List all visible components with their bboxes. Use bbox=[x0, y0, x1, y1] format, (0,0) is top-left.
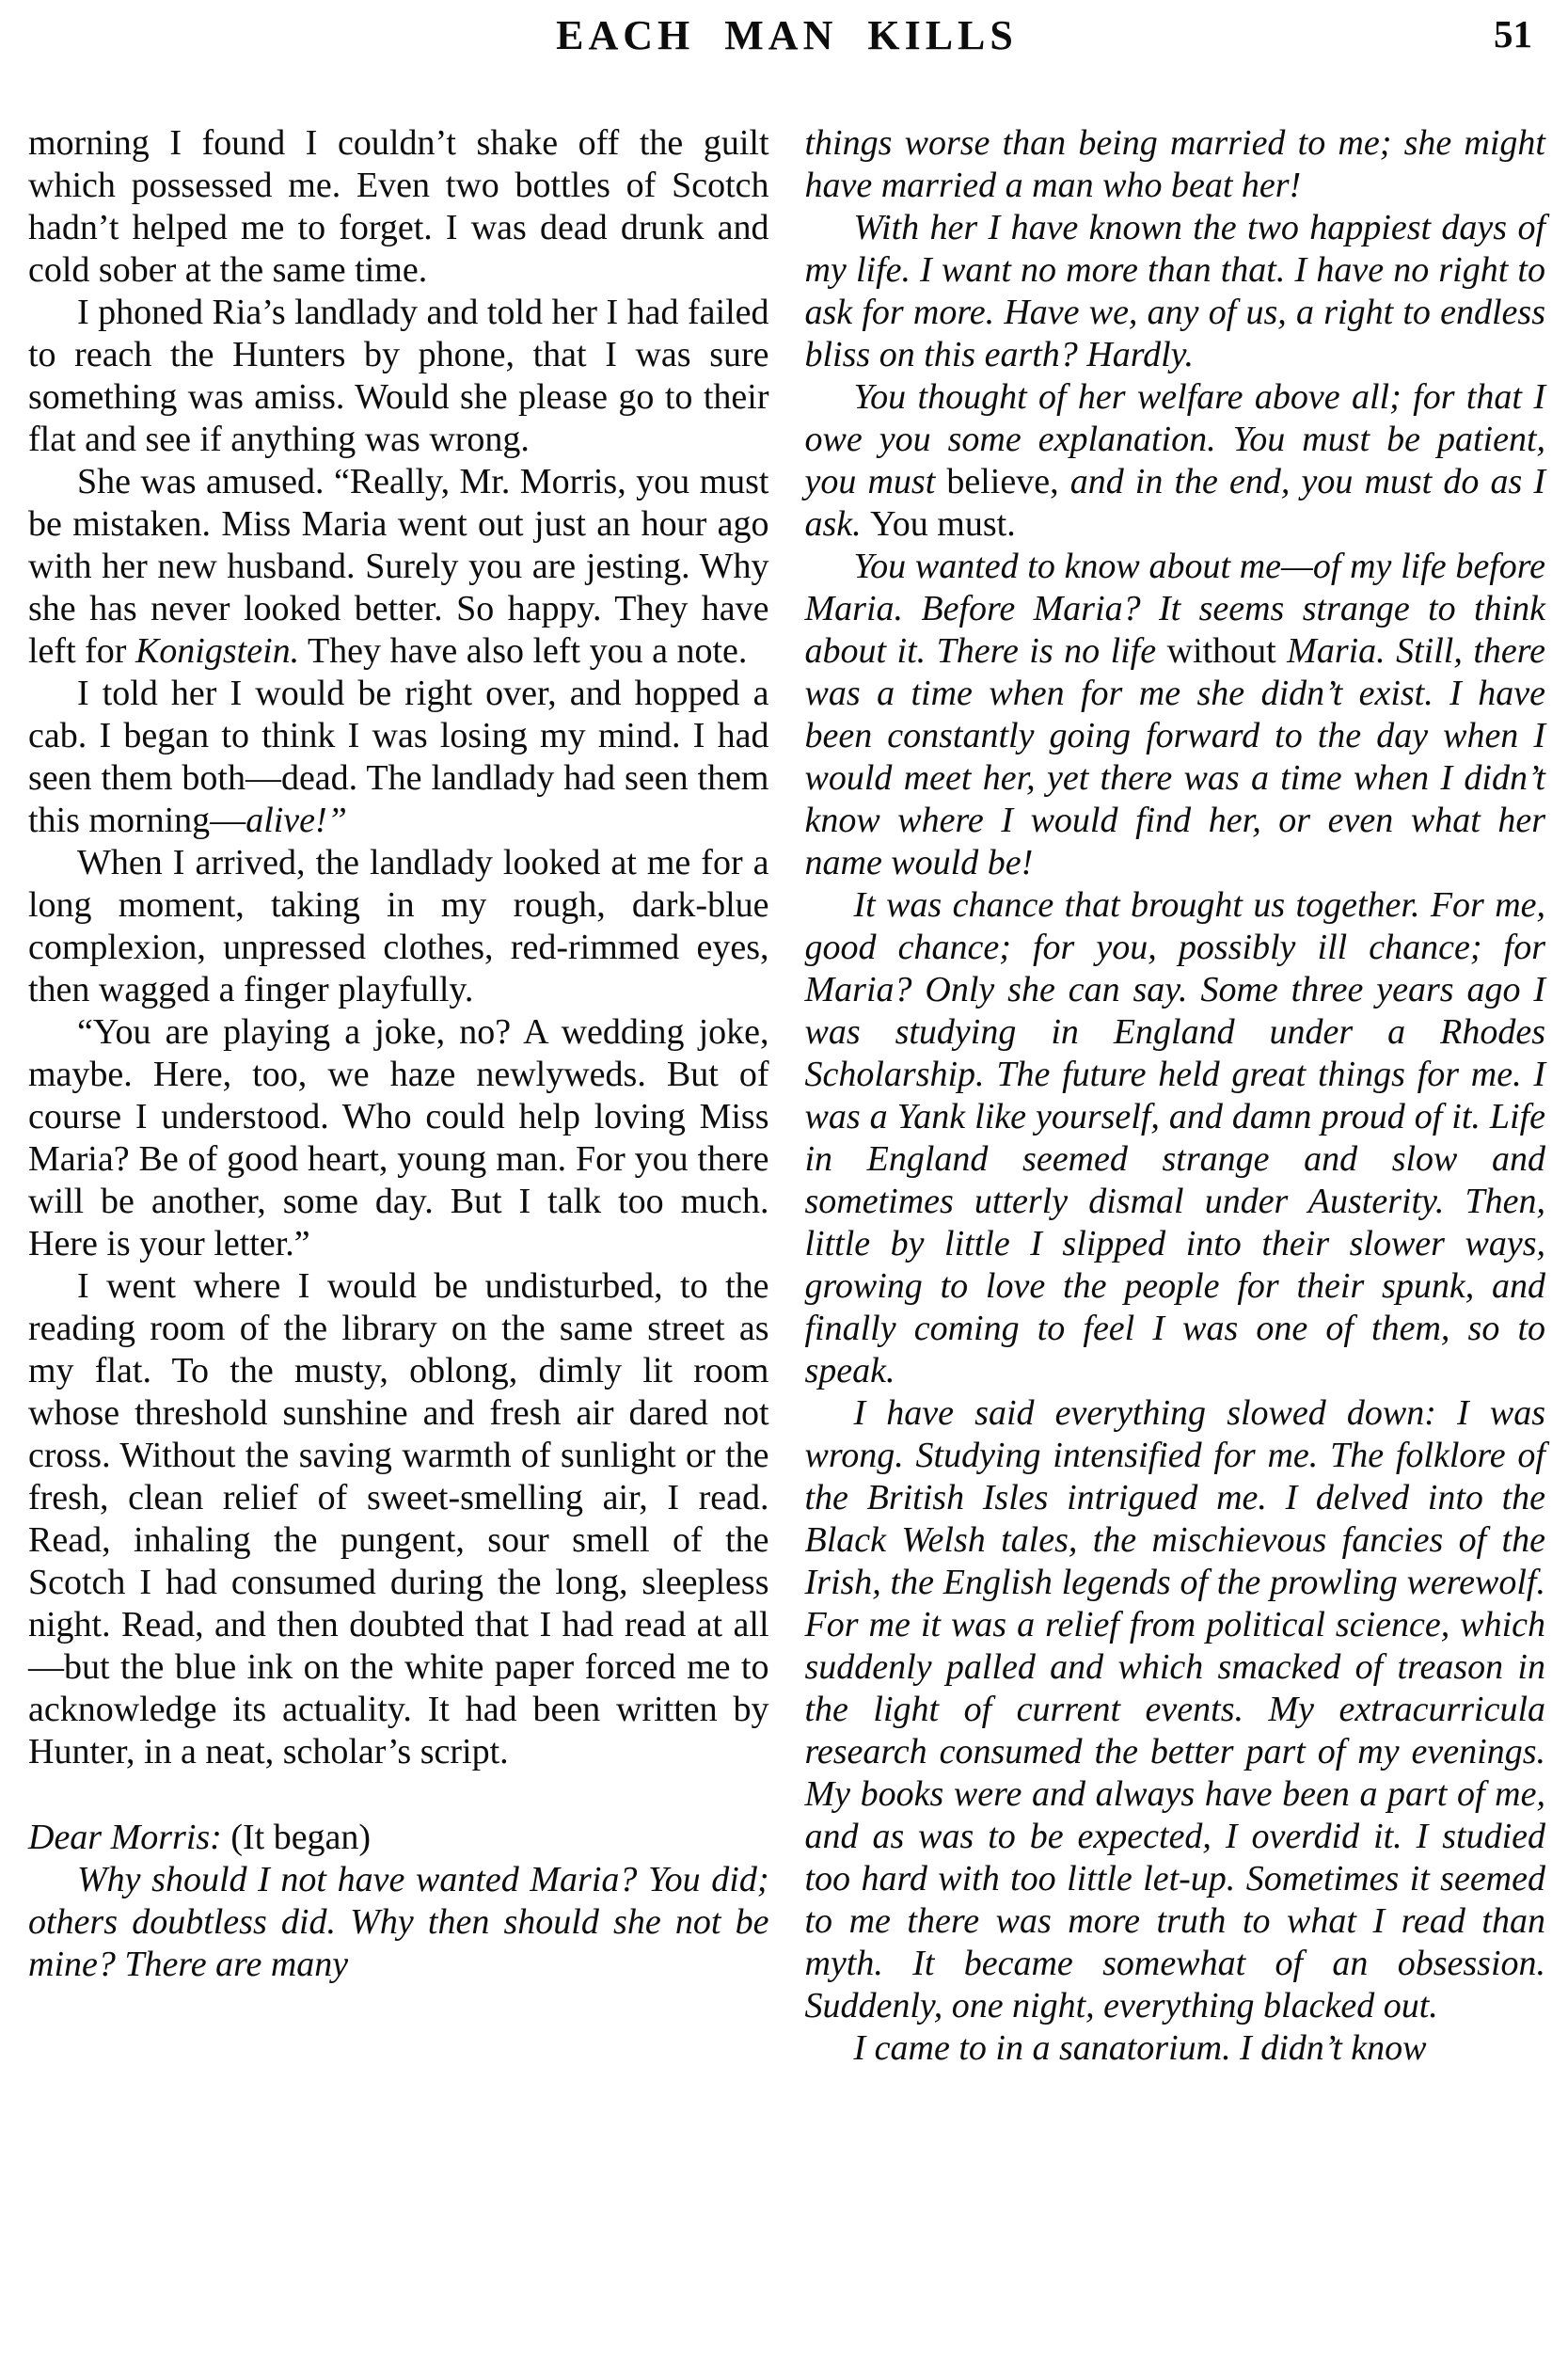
text-segment: and in the end, you must do as I ask. bbox=[804, 462, 1545, 544]
text-segment: believe, bbox=[946, 462, 1059, 501]
paragraph bbox=[805, 207, 1546, 376]
text-segment: Why should I not have wanted Maria? You did; others doubtless did. Why then should she not be mine? There are many bbox=[28, 1860, 769, 1984]
text-segment: “You are playing a joke, no? A wedding joke, maybe. Here, too, we haze newlyweds. But of course I understood. Who could help loving Miss Maria? Be of good heart, young man. For you there will be another, some day. But I talk too much. Here is your letter.” bbox=[28, 1012, 769, 1263]
text-segment: I went where I would be undisturbed, to the reading room of the library on the same street as my flat. To the musty, oblong, dimly lit room whose threshold sunshine and fresh air dared not cross. Without the saving warmth of sunlight or the fresh, clean relief of sweet-smelling air, I read. Read, inhaling the pungent, sour smell of the Scotch I had consumed during the long, sleepless night. Read, and then doubted that I had read at all—but the blue ink on the white paper forced me to acknowledge its actuality. It had been written by Hunter, in a neat, scholar’s script. bbox=[28, 1266, 769, 1771]
page-number: 51 bbox=[1494, 12, 1532, 56]
text-segment: When I arrived, the landlady looked at me for a long moment, taking in my rough, dark-blue complexion, unpressed clothes, red-rimmed eyes, then wagged a finger playfully. bbox=[28, 843, 769, 1009]
paragraph bbox=[28, 461, 769, 673]
paragraph bbox=[28, 842, 769, 1011]
paragraph bbox=[805, 884, 1546, 1392]
paragraph bbox=[28, 673, 769, 842]
text-segment: Maria. Still, there was a time when for me she didn’t exist. I have been constantly going forward to the day when I would meet her, yet there was a time when I didn’t know where I would find her, or even what her name would be! bbox=[804, 631, 1545, 882]
paragraph bbox=[28, 292, 769, 461]
text-columns bbox=[28, 122, 1545, 2070]
text-segment: I have said everything slowed down: I was wrong. Studying intensified for me. The folklore of the British Isles intrigued me. I delved into the Black Welsh tales, the mischievous fancies of the Irish, the English legends of the prowling werewolf. For me it was a relief from political science, which suddenly palled and which smacked of treason in the light of current events. My extracurricula research consumed the better part of my evenings. My books were and always have been a part of me, and as was to be expected, I overdid it. I studied too hard with too little let-up. Sometimes it seemed to me there was more truth to what I read than myth. It became somewhat of an obsession. Suddenly, one night, everything blacked out. bbox=[804, 1393, 1545, 2025]
page-title: EACH MAN KILLS bbox=[556, 12, 1018, 58]
text-segment: alive!” bbox=[245, 801, 347, 840]
text-segment: I phoned Ria’s landlady and told her I had failed to reach the Hunters by phone, that I was sure something was amiss. Would she please go to their flat and see if anything was wrong. bbox=[28, 293, 769, 459]
left-column bbox=[28, 122, 769, 2070]
page-header bbox=[28, 11, 1545, 71]
text-segment: It was chance that brought us together. For me, good chance; for you, possibly ill chance; for Maria? Only she can say. Some three years ago I was studying in England under a Rhodes Scholarship. The future held great things for me. I was a Yank like yourself, and damn proud of it. Life in England seemed strange and slow and sometimes utterly dismal under Austerity. Then, little by little I slipped into their slower ways, growing to love the people for their spunk, and finally coming to feel I was one of them, so to speak. bbox=[804, 885, 1545, 1390]
text-segment: She was amused. “Really, Mr. Morris, you must be mistaken. Miss Maria went out just an hour ago with her new husband. Surely you are jesting. Why she has never looked better. So happy. They have left for bbox=[28, 462, 769, 671]
right-column bbox=[805, 122, 1546, 2070]
text-segment: You wanted to know about me—of my life before Maria. Before Maria? It seems strange to think about it. There is no life bbox=[804, 547, 1545, 671]
paragraph bbox=[28, 1817, 769, 1859]
text-segment: things worse than being married to me; she might have married a man who beat her! bbox=[804, 123, 1545, 205]
text-segment: You thought of her welfare above all; for that I owe you some explanation. You must be patient, you must bbox=[804, 377, 1545, 501]
paragraph bbox=[805, 376, 1546, 546]
paragraph bbox=[28, 1265, 769, 1773]
paragraph bbox=[28, 122, 769, 292]
paragraph bbox=[28, 1011, 769, 1265]
text-segment: Konigstein. bbox=[135, 631, 300, 671]
text-segment: (It began) bbox=[221, 1818, 372, 1857]
paragraph bbox=[805, 1392, 1546, 2027]
text-segment: without bbox=[1166, 631, 1276, 671]
paragraph bbox=[805, 122, 1546, 207]
paragraph bbox=[805, 2027, 1546, 2070]
text-segment: Dear Morris: bbox=[28, 1818, 222, 1857]
text-segment: I came to in a sanatorium. I didn’t know bbox=[853, 2028, 1427, 2068]
paragraph bbox=[28, 1859, 769, 1986]
text-segment: morning I found I couldn’t shake off the guilt which possessed me. Even two bottles of Scotch hadn’t helped me to forget. I was dead drunk and cold sober at the same time. bbox=[28, 123, 769, 290]
text-segment: You must. bbox=[870, 504, 1016, 544]
text-segment: They have also left you a note. bbox=[299, 631, 748, 671]
paragraph bbox=[805, 546, 1546, 884]
text-segment: I told her I would be right over, and hopped a cab. I began to think I was losing my mind. I had seen them both—dead. The landlady had seen them this morning— bbox=[28, 674, 769, 840]
text-segment: With her I have known the two happiest days of my life. I want no more than that. I have no right to ask for more. Have we, any of us, a right to endless bliss on this earth? Hardly. bbox=[804, 208, 1545, 374]
